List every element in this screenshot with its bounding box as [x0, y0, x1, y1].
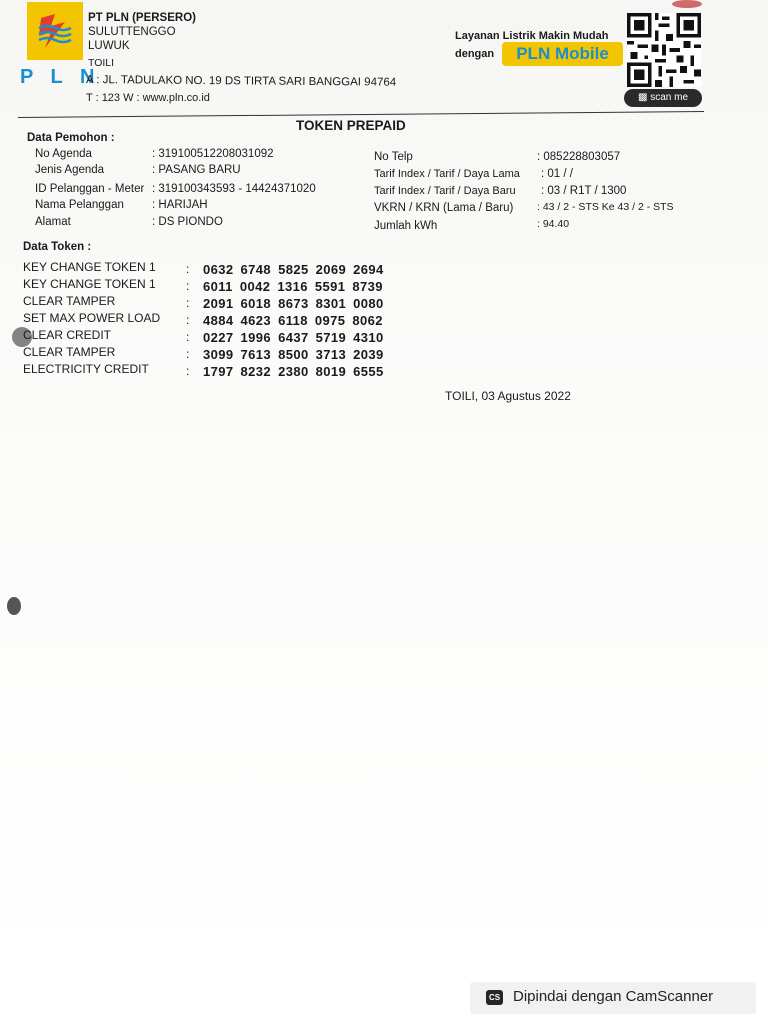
scan-icon: ▩ [637, 92, 651, 103]
token-separator: : [186, 279, 190, 293]
token-separator: : [186, 313, 190, 327]
token-label: CLEAR TAMPER [23, 294, 116, 308]
field-label: Jenis Agenda [35, 164, 105, 176]
token-label: SET MAX POWER LOAD [23, 311, 161, 325]
applicant-section-heading: Data Pemohon : [27, 132, 115, 144]
token-separator: : [186, 296, 190, 310]
scan-me-label: ▩ scan me [624, 89, 702, 107]
field-label: No Agenda [35, 148, 92, 160]
company-name: PT PLN (PERSERO) [88, 12, 196, 24]
field-label: ID Pelanggan - Meter [35, 183, 145, 195]
camscanner-icon: CS [486, 990, 503, 1005]
scan-smudge [7, 597, 21, 615]
token-label: KEY CHANGE TOKEN 1 [23, 277, 156, 291]
field-value: : 319100512208031092 [152, 148, 274, 160]
token-number: 4884 4623 6118 0975 8062 [203, 313, 383, 328]
scan-smudge [672, 0, 702, 8]
field-label: Nama Pelanggan [35, 199, 124, 211]
token-separator: : [186, 330, 190, 344]
pln-wordmark: P L N [20, 66, 101, 88]
token-separator: : [186, 262, 190, 276]
field-label: Alamat [35, 216, 71, 228]
field-value: : 319100343593 - 14424371020 [152, 183, 316, 195]
token-label: KEY CHANGE TOKEN 1 [23, 260, 156, 274]
field-label: Tarif Index / Tarif / Daya Baru [374, 185, 516, 197]
token-number: 0227 1996 6437 5719 4310 [203, 330, 384, 345]
pln-logo [27, 2, 83, 60]
field-value: : 94.40 [537, 218, 570, 230]
field-value: : PASANG BARU [152, 164, 241, 176]
field-label: No Telp [374, 151, 413, 163]
lightning-icon [37, 10, 73, 52]
field-label: VKRN / KRN (Lama / Baru) [374, 202, 514, 214]
camscanner-text: Dipindai dengan CamScanner [513, 988, 714, 1005]
field-value: : 03 / R1T / 1300 [541, 185, 627, 197]
region-name: SULUTTENGGO [88, 26, 176, 38]
field-value: : 01 / / [541, 168, 573, 180]
document-title: TOKEN PREPAID [296, 118, 406, 133]
camscanner-watermark [470, 982, 756, 1014]
area-name: LUWUK [88, 40, 130, 52]
token-separator: : [186, 347, 190, 361]
token-separator: : [186, 364, 190, 378]
field-value: : HARIJAH [152, 199, 208, 211]
token-number: 0632 6748 5825 2069 2694 [203, 262, 384, 277]
field-value: : DS PIONDO [152, 216, 223, 228]
field-label: Jumlah kWh [374, 220, 438, 232]
field-value: : 43 / 2 - STS Ke 43 / 2 - STS [537, 201, 674, 213]
token-label: CLEAR TAMPER [23, 345, 116, 359]
token-number: 6011 0042 1316 5591 8739 [203, 279, 383, 294]
token-label: ELECTRICITY CREDIT [23, 362, 149, 376]
qr-code-icon [627, 13, 701, 87]
field-label: Tarif Index / Tarif / Daya Lama [374, 168, 520, 180]
unit-name: TOILI [88, 57, 115, 69]
field-value: : 085228803057 [537, 151, 621, 163]
promo-text: Layanan Listrik Makin Mudah [455, 30, 609, 42]
pln-mobile-badge: PLN Mobile [502, 42, 623, 66]
header-divider [18, 111, 704, 118]
office-address: A : JL. TADULAKO NO. 19 DS TIRTA SARI BANGGAI 94764 [85, 74, 397, 89]
token-number: 1797 8232 2380 8019 6555 [203, 364, 384, 379]
token-section-heading: Data Token : [23, 241, 92, 253]
office-contact: T : 123 W : www.pln.co.id [86, 92, 210, 104]
token-number: 3099 7613 8500 3713 2039 [203, 347, 384, 362]
token-label: CLEAR CREDIT [23, 328, 112, 342]
promo-text-2: dengan [455, 48, 495, 60]
token-number: 2091 6018 8673 8301 0080 [203, 296, 384, 311]
place-date: TOILI, 03 Agustus 2022 [445, 389, 571, 403]
